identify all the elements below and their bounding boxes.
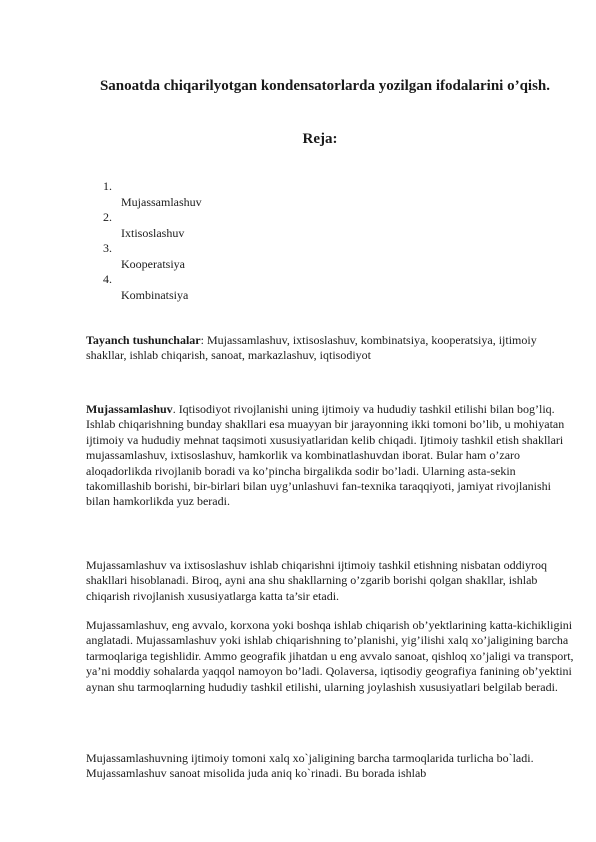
- paragraph-term: Mujassamlashuv: [86, 402, 173, 416]
- plan-item-label: Kooperatsiya: [121, 256, 185, 271]
- plan-heading: Reja:: [302, 131, 338, 147]
- body-paragraph: [86, 751, 576, 782]
- body-paragraph: [86, 402, 576, 510]
- plan-item: [103, 241, 202, 272]
- plan-item: [103, 179, 202, 210]
- plan-item-number: 4.: [103, 272, 112, 286]
- body-paragraph: [86, 558, 576, 604]
- plan-item: [103, 210, 202, 241]
- document-title: Sanoatda chiqarilyotgan kondensatorlarda yozilgan ifodalarini o’qish.: [99, 78, 551, 94]
- body-paragraph: [86, 618, 576, 695]
- plan-list: [103, 179, 202, 303]
- paragraph-text: Mujassamlashuv, eng avvalo, korxona yoki boshqa ishlab chiqarish ob’yektlarining katta-kichikligini anglatadi. Mujassamlashuv yoki ishlab chiqarishning to’planishi, yig’ilishi xalq xo’jaligining barcha tarmoqlariga tegishlidir. Ammo geografik jihatdan u eng avvalo sanoat, qishloq xo’jaligi va transport, ya’ni moddiy sohalarda yaqqol namoyon bo’ladi. Qolaversa, iqtisodiy geografiya fanining ob’yektini aynan shu tarmoqlarning hududiy tashkil etilishi, ularning joylashish xususiyatlari belgilab beradi.: [86, 618, 574, 694]
- plan-item-label: Mujassamlashuv: [121, 194, 202, 209]
- paragraph-text: Mujassamlashuvning ijtimoiy tomoni xalq xo`jaligining barcha tarmoqlarida turlicha bo`ladi. Mujassamlashuv sanoat misolida juda aniq ko`rinadi. Bu borada ishlab: [86, 751, 534, 781]
- keywords-term: Tayanch tushunchalar: [86, 333, 201, 347]
- paragraph-text: Mujassamlashuv va ixtisoslashuv ishlab chiqarishni ijtimoiy tashkil etishning nisbatan oddiyroq shakllari hisoblanadi. Biroq, ayni ana shu shakllarning o’zgarib borishi qolgan shakllar, ishlab chiqarish rivojlanish xususiyatlarga katta ta’sir etadi.: [86, 558, 547, 603]
- plan-item-number: 1.: [103, 179, 112, 193]
- plan-item-label: Kombinatsiya: [121, 287, 189, 302]
- paragraph-text: . Iqtisodiyot rivojlanishi uning ijtimoiy va hududiy tashkil etilishi bilan bog’liq. Ishlab chiqarishning bunday shakllari esa muayyan bir jarayonning ikki tomoni bo’lib, u mohiyatan ijtimoiy va hududiy mehnat taqsimoti xususiyatlaridan kelib chiqadi. Ijtimoiy tashkil etish shakllari mujassamlashuv, ixtisoslashuv, hamkorlik va kombinatlashuvdan iborat. Bular ham o’zaro aloqadorlikda rivojlanib boradi va ko’pincha birgalikda sodir bo’ladi. Ularning asta-sekin takomillashib borishi, bir-birlari bilan uyg’unlashuvi fan-texnika taraqqiyoti, jamiyat rivojlanishi bilan hamkorlikda yuz beradi.: [86, 402, 565, 509]
- plan-item: [103, 272, 202, 303]
- plan-item-label: Ixtisoslashuv: [121, 225, 185, 240]
- keywords-paragraph: [86, 333, 576, 364]
- plan-item-number: 3.: [103, 241, 112, 255]
- plan-item-number: 2.: [103, 210, 112, 224]
- keywords-text: : Mujassamlashuv, ixtisoslashuv, kombinatsiya, kooperatsiya, ijtimoiy shakllar, ishlab chiqarish, sanoat, markazlashuv, iqtisodiyot: [86, 333, 537, 363]
